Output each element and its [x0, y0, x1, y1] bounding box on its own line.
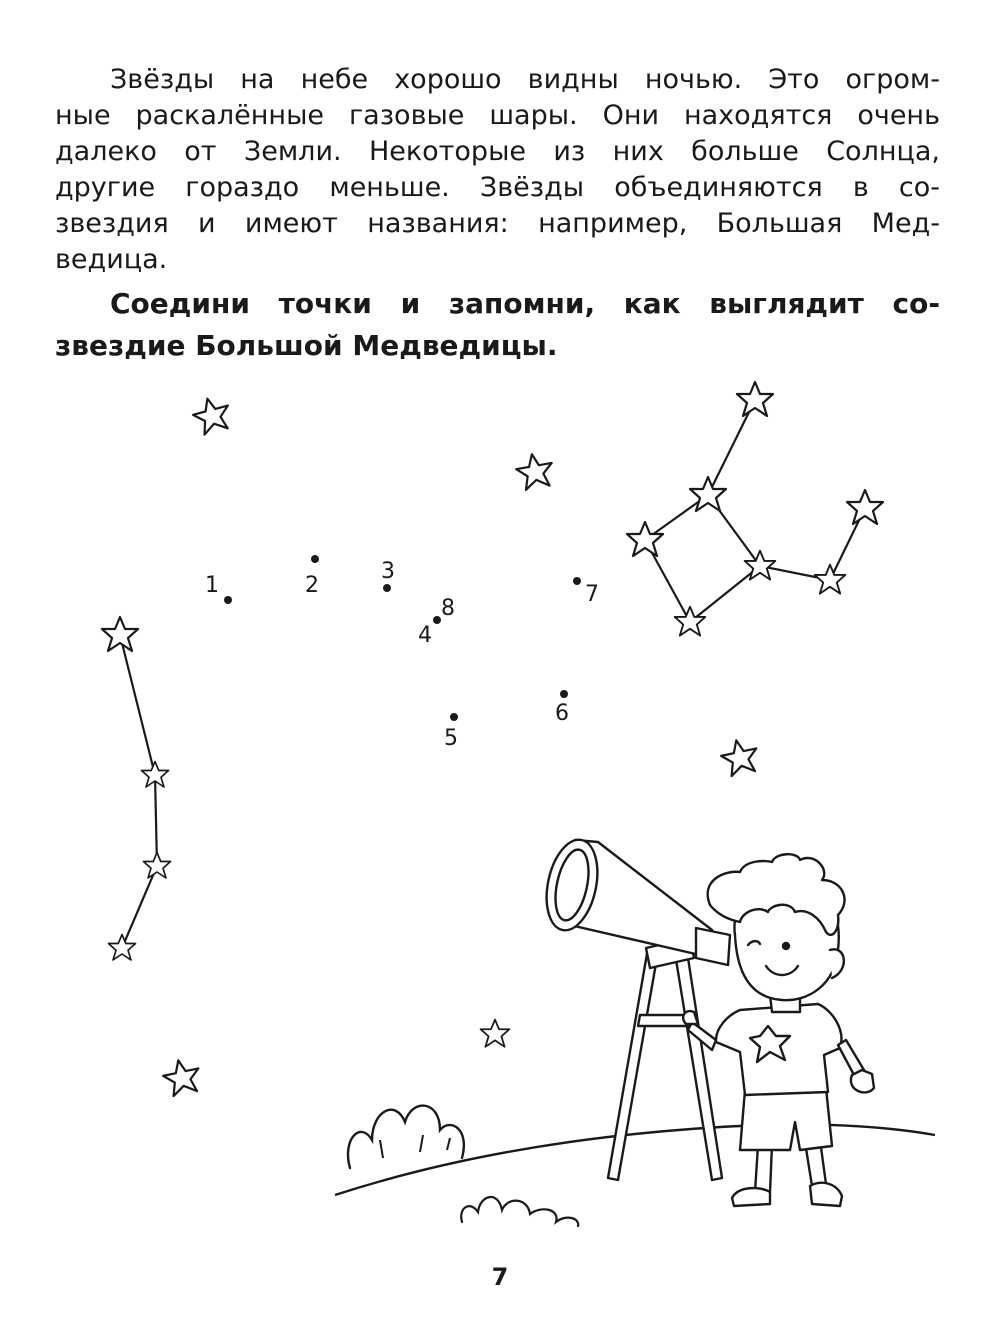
intro-line: Звёзды на небе хорошо видны ночью. Это огром-	[110, 64, 940, 95]
dot-label-7: 7	[585, 582, 599, 607]
star-icon	[690, 477, 726, 511]
page-number: 7	[491, 1263, 509, 1291]
dot-label-2: 2	[305, 573, 319, 598]
dot-4	[433, 616, 441, 624]
star-icon	[719, 737, 761, 778]
star-icon	[815, 565, 846, 594]
grass-tuft	[461, 1197, 578, 1226]
dot-label-4: 4	[418, 623, 432, 648]
star-icon	[102, 617, 138, 651]
star-icon	[481, 1020, 510, 1047]
star-icon	[144, 853, 171, 879]
star-icon	[675, 607, 706, 636]
star-icon	[514, 451, 555, 491]
constellation-left	[120, 635, 157, 948]
star-icon	[627, 522, 663, 556]
intro-line: далеко от Земли. Некоторые из них больше Солнца,	[55, 136, 940, 167]
star-icon	[847, 490, 883, 524]
bush-icon	[348, 1106, 464, 1168]
dot-label-3: 3	[381, 559, 395, 584]
star-icon	[737, 382, 773, 416]
dot-7	[573, 577, 581, 585]
dot-label-8: 8	[441, 596, 455, 621]
dot-6	[560, 690, 568, 698]
star-icon	[161, 1057, 203, 1098]
intro-line: другие гораздо меньше. Звёзды объединяются в со-	[55, 172, 940, 203]
intro-line: звездия и имеют названия: например, Большая Мед-	[55, 208, 940, 239]
loose-stars	[161, 394, 761, 1097]
hill	[335, 1124, 935, 1195]
dot-5	[450, 713, 458, 721]
intro-line: ные раскалённые газовые шары. Они находятся очень	[55, 100, 940, 131]
dot-3	[383, 584, 391, 592]
intro-line: ведица.	[55, 244, 168, 275]
constellation-right-stars	[627, 382, 883, 636]
dot-2	[311, 555, 319, 563]
constellation-left-stars	[102, 617, 171, 960]
dot-label-6: 6	[555, 701, 569, 726]
task-line: звездие Большой Медведицы.	[55, 329, 558, 362]
star-icon	[190, 394, 234, 436]
bush-detail	[380, 1135, 450, 1158]
star-icon	[109, 935, 136, 961]
connect-dots	[205, 555, 599, 751]
dot-1	[224, 596, 232, 604]
dot-label-1: 1	[205, 573, 219, 598]
dot-label-5: 5	[444, 726, 458, 751]
task-line: Соедини точки и запомни, как выглядит со-	[110, 287, 940, 320]
